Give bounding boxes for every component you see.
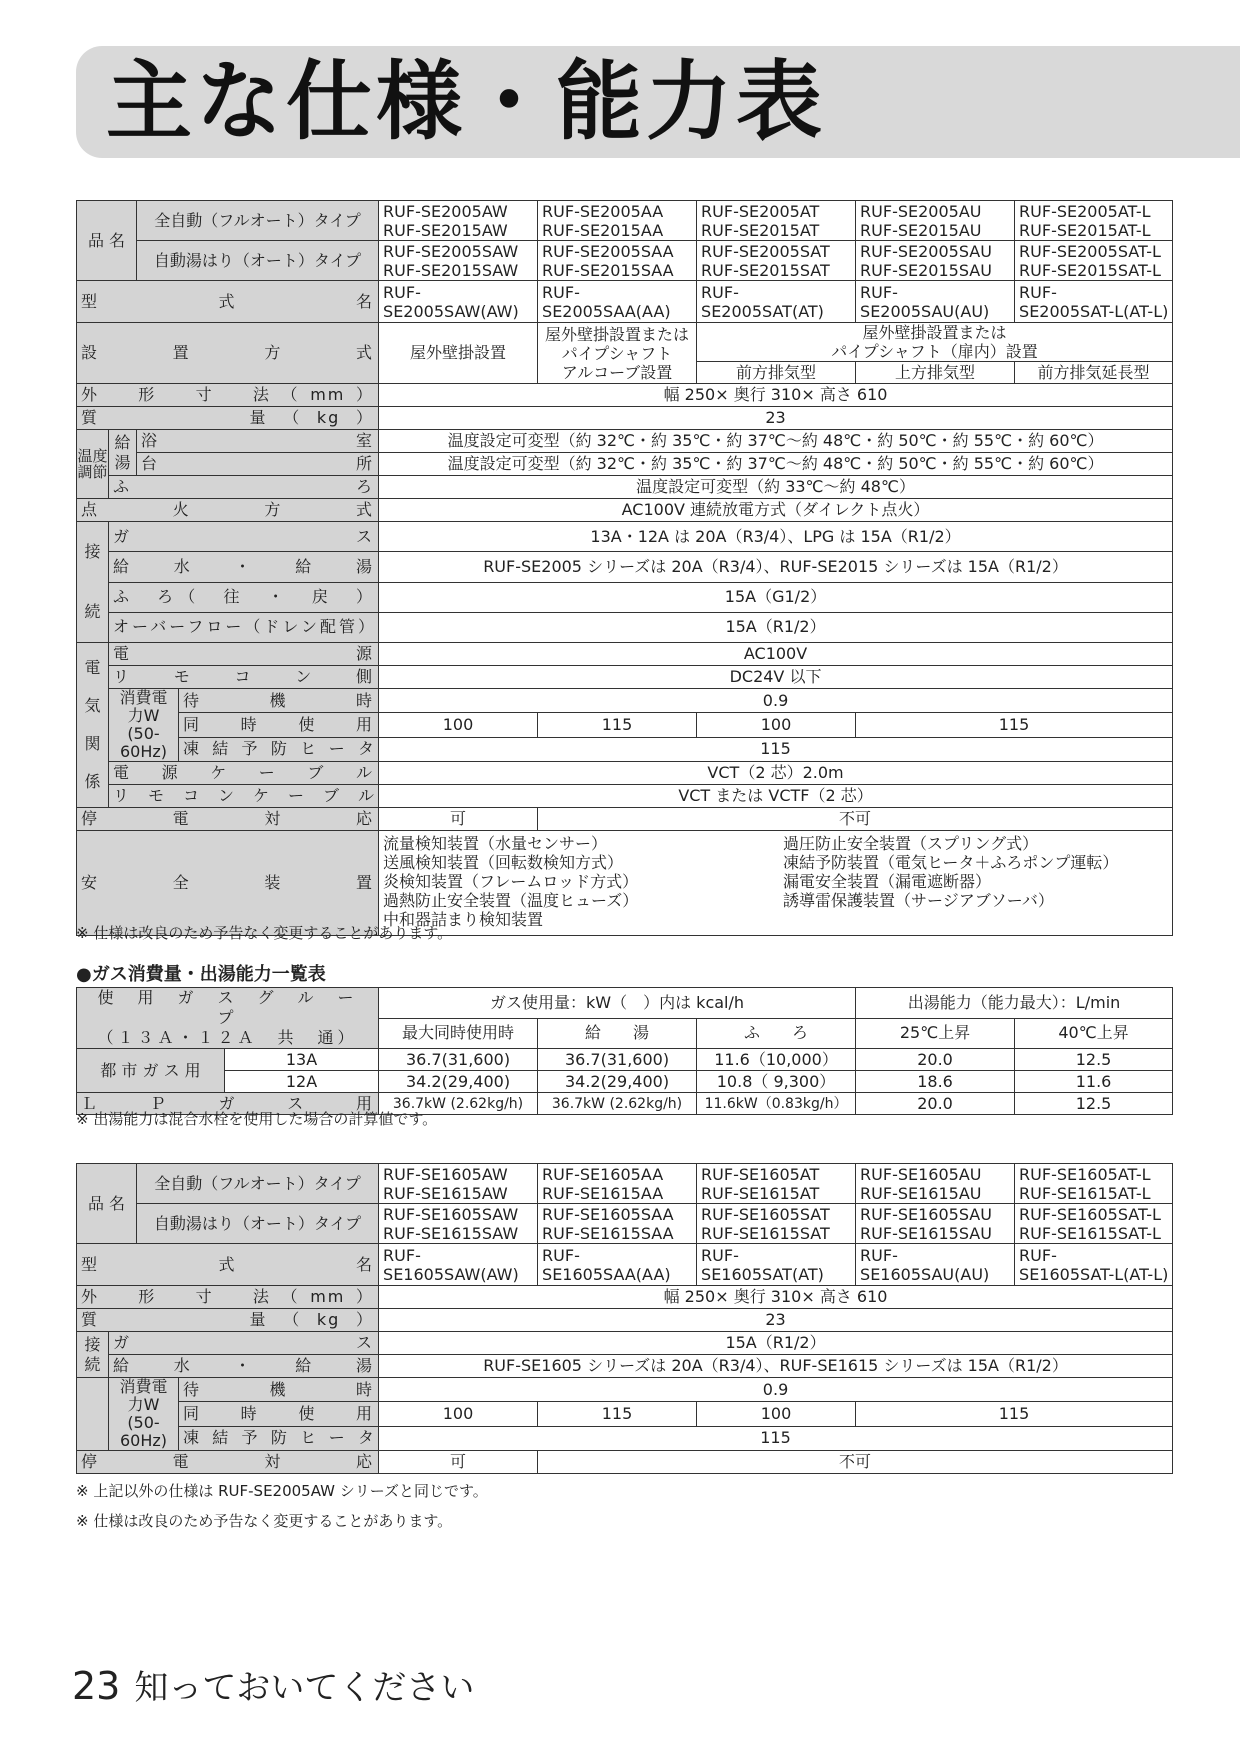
table-cell: 12.5: [1015, 1093, 1173, 1115]
model-cell: RUF-SE2005SAW RUF-SE2015SAW: [379, 241, 538, 281]
note: ※ 出湯能力は混合水栓を使用した場合の計算値です。: [76, 1110, 438, 1128]
table-cell: 11.6kW（0.83kg/h）: [697, 1093, 856, 1115]
model-cell: RUF-SE2005AT RUF-SE2015AT: [697, 201, 856, 241]
note: ※ 仕様は改良のため予告なく変更することがあります。: [76, 924, 453, 942]
table-cell: 20.0: [856, 1093, 1015, 1115]
table-cell: 0.9: [379, 1378, 1173, 1402]
table-cell: RUF- SE2005SAA(AA): [538, 281, 697, 323]
table-label-cell: 消費電力W (50-60Hz): [109, 1378, 179, 1451]
table-cell: 上方排気型: [856, 362, 1015, 384]
kata-label: 型 式 名: [77, 281, 379, 323]
table-label-cell: ガ ス: [109, 1332, 379, 1355]
table-cell: RUF- SE2005SAT-L(AT-L): [1015, 281, 1173, 323]
table-label-cell: 使 用 ガ ス グ ル ー プ （１３Ａ・１２Ａ 共 通）: [77, 988, 379, 1049]
gas-table: [76, 987, 1173, 1115]
table-cell: 100: [379, 1402, 538, 1426]
table-label-cell: ガ ス: [109, 522, 379, 552]
page-number: 23: [72, 1664, 121, 1708]
note: ※ 仕様は改良のため予告なく変更することがあります。: [76, 1512, 453, 1530]
table-cell: 温度設定可変型（約 32℃・約 35℃・約 37℃〜約 48℃・約 50℃・約 55℃・約 60℃）: [379, 453, 1173, 476]
table-cell: RUF-SE1605AA RUF-SE1615AA: [538, 1164, 697, 1204]
table-cell: 前方排気延長型: [1015, 362, 1173, 384]
table-cell: RUF-SE1605SAA RUF-SE1615SAA: [538, 1204, 697, 1244]
hinmei-label: 品 名: [77, 201, 137, 281]
table-cell: RUF-SE1605SAT RUF-SE1615SAT: [697, 1204, 856, 1244]
table-cell: 10.8（ 9,300）: [697, 1071, 856, 1093]
table-cell: 100: [697, 713, 856, 737]
table-label-cell: 都 市 ガ ス 用: [77, 1049, 225, 1093]
model-cell: RUF-SE2005AW RUF-SE2015AW: [379, 201, 538, 241]
table-cell: 最大同時使用時: [379, 1018, 538, 1049]
table-cell: 流量検知装置（水量センサー） 送風検知装置（回転数検知方式） 炎検知装置（フレームロッド方式） 過熱防止安全装置（温度ヒューズ） 中和器詰まり検知装置 過圧防止安全装置（スプリング式） 凍結予防装置（電気ヒータ＋ふろポンプ運転） 漏電安全装置（漏電遮断器） 誘導雷保護装置（サージアブソーバ）: [379, 831, 1173, 936]
model-cell: RUF-SE2005AT-L RUF-SE2015AT-L: [1015, 201, 1173, 241]
table-cell: 幅 250× 奥行 310× 高さ 610: [379, 1286, 1173, 1309]
table-cell: 20.0: [856, 1049, 1015, 1071]
table-label-cell: 電気関係: [77, 643, 109, 808]
ondo-vertical-label: 温度調節: [77, 430, 109, 499]
table-cell: 115: [379, 1426, 1173, 1450]
table-label-cell: 凍結予防ヒータ: [179, 737, 379, 761]
table-label-cell: 給湯: [109, 430, 137, 476]
table-cell: RUF- SE1605SAU(AU): [856, 1244, 1015, 1286]
table-cell: 23: [379, 407, 1173, 430]
table-cell: 不可: [538, 808, 1173, 831]
table-cell: RUF- SE2005SAU(AU): [856, 281, 1015, 323]
table-cell: 15A（R1/2）: [379, 1332, 1173, 1355]
table-label-cell: 停 電 対 応: [77, 1451, 379, 1474]
table-label-cell: [77, 1378, 109, 1451]
table-label-cell: 質 量（kg）: [77, 1309, 379, 1332]
table-cell: 115: [538, 1402, 697, 1426]
table-label-cell: 電 源: [109, 643, 379, 666]
table-cell: 13A: [225, 1049, 379, 1071]
full-auto-label: 全自動（フルオート）タイプ: [137, 201, 379, 241]
table-cell: 100: [379, 713, 538, 737]
table-label-cell: 全自動（フルオート）タイプ: [137, 1164, 379, 1204]
table-cell: RUF- SE1605SAW(AW): [379, 1244, 538, 1286]
table-cell: RUF-SE1605AW RUF-SE1615AW: [379, 1164, 538, 1204]
model-cell: RUF-SE2005SAU RUF-SE2015SAU: [856, 241, 1015, 281]
footer-section: 知っておいてください: [134, 1668, 475, 1708]
table-cell: 給 湯: [538, 1018, 697, 1049]
table-cell: 36.7(31,600): [379, 1049, 538, 1071]
table-label-cell: 電 源 ケ ー ブ ル: [109, 762, 379, 785]
table-label-cell: Ｌ Ｐ ガ ス 用: [77, 1093, 379, 1115]
spec-table-se1605: [76, 1163, 1173, 1474]
table-cell: 15A（G1/2）: [379, 582, 1173, 612]
table-cell: 13A・12A は 20A（R3/4）、LPG は 15A（R1/2）: [379, 522, 1173, 552]
table-cell: 115: [538, 713, 697, 737]
model-cell: RUF-SE2005SAT RUF-SE2015SAT: [697, 241, 856, 281]
model-cell: RUF-SE2005AA RUF-SE2015AA: [538, 201, 697, 241]
table-cell: 可: [379, 1451, 538, 1474]
table-cell: VCT（2 芯）2.0m: [379, 762, 1173, 785]
table-cell: 18.6: [856, 1071, 1015, 1093]
table-cell: 23: [379, 1309, 1173, 1332]
table-cell: DC24V 以下: [379, 666, 1173, 689]
table-label-cell: 凍結予防ヒータ: [179, 1426, 379, 1450]
table-label-cell: 接続: [77, 1332, 109, 1378]
table-cell: 不可: [538, 1451, 1173, 1474]
table-cell: 36.7kW (2.62kg/h): [379, 1093, 538, 1115]
table-cell: 36.7kW (2.62kg/h): [538, 1093, 697, 1115]
table-label-cell: 接続: [77, 522, 109, 643]
table-label-cell: 給 水 ・ 給 湯: [109, 552, 379, 582]
table-cell: 出湯能力（能力最大）：L/min: [856, 988, 1173, 1019]
table-cell: 115: [856, 1402, 1173, 1426]
note: ※ 上記以外の仕様は RUF-SE2005AW シリーズと同じです。: [76, 1482, 488, 1500]
table-cell: 100: [697, 1402, 856, 1426]
table-cell: 温度設定可変型（約 33℃〜約 48℃）: [379, 476, 1173, 499]
table-cell: RUF-SE1605AT RUF-SE1615AT: [697, 1164, 856, 1204]
table-cell: 115: [856, 713, 1173, 737]
table-cell: 11.6: [1015, 1071, 1173, 1093]
setchi-3: 屋外壁掛設置または パイプシャフト（扉内）設置: [697, 323, 1173, 362]
auto-label: 自動湯はり（オート）タイプ: [137, 241, 379, 281]
table-label-cell: リ モ コ ン 側: [109, 666, 379, 689]
table-cell: RUF- SE1605SAT-L(AT-L): [1015, 1244, 1173, 1286]
model-cell: RUF-SE2005AU RUF-SE2015AU: [856, 201, 1015, 241]
table-label-cell: 台 所: [137, 453, 379, 476]
table-cell: VCT または VCTF（2 芯）: [379, 785, 1173, 808]
table-label-cell: 品 名: [77, 1164, 137, 1244]
table-cell: 幅 250× 奥行 310× 高さ 610: [379, 384, 1173, 407]
table-label-cell: 同 時 使 用: [179, 1402, 379, 1426]
table-cell: RUF-SE1605 シリーズは 20A（R3/4）、RUF-SE1615 シリーズは 15A（R1/2）: [379, 1355, 1173, 1378]
table-label-cell: 自動湯はり（オート）タイプ: [137, 1204, 379, 1244]
table-cell: RUF- SE2005SAT(AT): [697, 281, 856, 323]
table-cell: AC100V: [379, 643, 1173, 666]
table-cell: 12A: [225, 1071, 379, 1093]
table-cell: 34.2(29,400): [538, 1071, 697, 1093]
table-cell: RUF-SE1605AT-L RUF-SE1615AT-L: [1015, 1164, 1173, 1204]
model-cell: RUF-SE2005SAT-L RUF-SE2015SAT-L: [1015, 241, 1173, 281]
table-label-cell: 給 水 ・ 給 湯: [109, 1355, 379, 1378]
table-cell: RUF-SE1605SAU RUF-SE1615SAU: [856, 1204, 1015, 1244]
spec-table-se2005: [76, 200, 1173, 936]
table-cell: 11.6（10,000）: [697, 1049, 856, 1071]
table-label-cell: 待 機 時: [179, 1378, 379, 1402]
table-label-cell: ふ ろ（ 往 ・ 戻 ）: [109, 582, 379, 612]
table-cell: RUF-SE1605SAW RUF-SE1615SAW: [379, 1204, 538, 1244]
table-label-cell: 停 電 対 応: [77, 808, 379, 831]
table-cell: 25℃上昇: [856, 1018, 1015, 1049]
table-cell: ふ ろ: [697, 1018, 856, 1049]
table-label-cell: 浴 室: [137, 430, 379, 453]
table-label-cell: ふ ろ: [109, 476, 379, 499]
table-label-cell: 消費電力W (50-60Hz): [109, 689, 179, 762]
table-label-cell: 外 形 寸 法（mm）: [77, 1286, 379, 1309]
table-cell: RUF-SE1605SAT-L RUF-SE1615SAT-L: [1015, 1204, 1173, 1244]
table-cell: ガス使用量：kW（ ）内は kcal/h: [379, 988, 856, 1019]
table-cell: 40℃上昇: [1015, 1018, 1173, 1049]
model-cell: RUF-SE2005SAA RUF-SE2015SAA: [538, 241, 697, 281]
table-cell: 前方排気型: [697, 362, 856, 384]
table-label-cell: リ モ コ ン ケ ー ブ ル: [109, 785, 379, 808]
table-label-cell: 待 機 時: [179, 689, 379, 713]
table-label-cell: 安 全 装 置: [77, 831, 379, 936]
page-title: 主な仕様・能力表: [106, 52, 826, 152]
table-label-cell: 質 量（kg）: [77, 407, 379, 430]
table-label-cell: 同 時 使 用: [179, 713, 379, 737]
table-cell: RUF- SE2005SAW(AW): [379, 281, 538, 323]
table-label-cell: 点 火 方 式: [77, 499, 379, 522]
table-cell: 36.7(31,600): [538, 1049, 697, 1071]
table-cell: RUF- SE1605SAT(AT): [697, 1244, 856, 1286]
table-label-cell: 外 形 寸 法（mm）: [77, 384, 379, 407]
setchi-label: 設 置 方 式: [77, 323, 379, 384]
setchi-2: 屋外壁掛設置または パイプシャフト アルコーブ設置: [538, 323, 697, 384]
table-cell: AC100V 連続放電方式（ダイレクト点火）: [379, 499, 1173, 522]
table-cell: 15A（R1/2）: [379, 612, 1173, 642]
section-title: ●ガス消費量・出湯能力一覧表: [76, 964, 326, 985]
table-cell: 温度設定可変型（約 32℃・約 35℃・約 37℃〜約 48℃・約 50℃・約 55℃・約 60℃）: [379, 430, 1173, 453]
setchi-1: 屋外壁掛設置: [379, 323, 538, 384]
table-cell: 可: [379, 808, 538, 831]
table-label-cell: 型 式 名: [77, 1244, 379, 1286]
table-cell: 34.2(29,400): [379, 1071, 538, 1093]
table-cell: RUF-SE1605AU RUF-SE1615AU: [856, 1164, 1015, 1204]
table-label-cell: オーバーフロー（ドレン配管）: [109, 612, 379, 642]
footer: [72, 1660, 474, 1709]
table-cell: 115: [379, 737, 1173, 761]
table-cell: RUF-SE2005 シリーズは 20A（R3/4）、RUF-SE2015 シリーズは 15A（R1/2）: [379, 552, 1173, 582]
table-cell: 12.5: [1015, 1049, 1173, 1071]
table-cell: RUF- SE1605SAA(AA): [538, 1244, 697, 1286]
table-cell: 0.9: [379, 689, 1173, 713]
